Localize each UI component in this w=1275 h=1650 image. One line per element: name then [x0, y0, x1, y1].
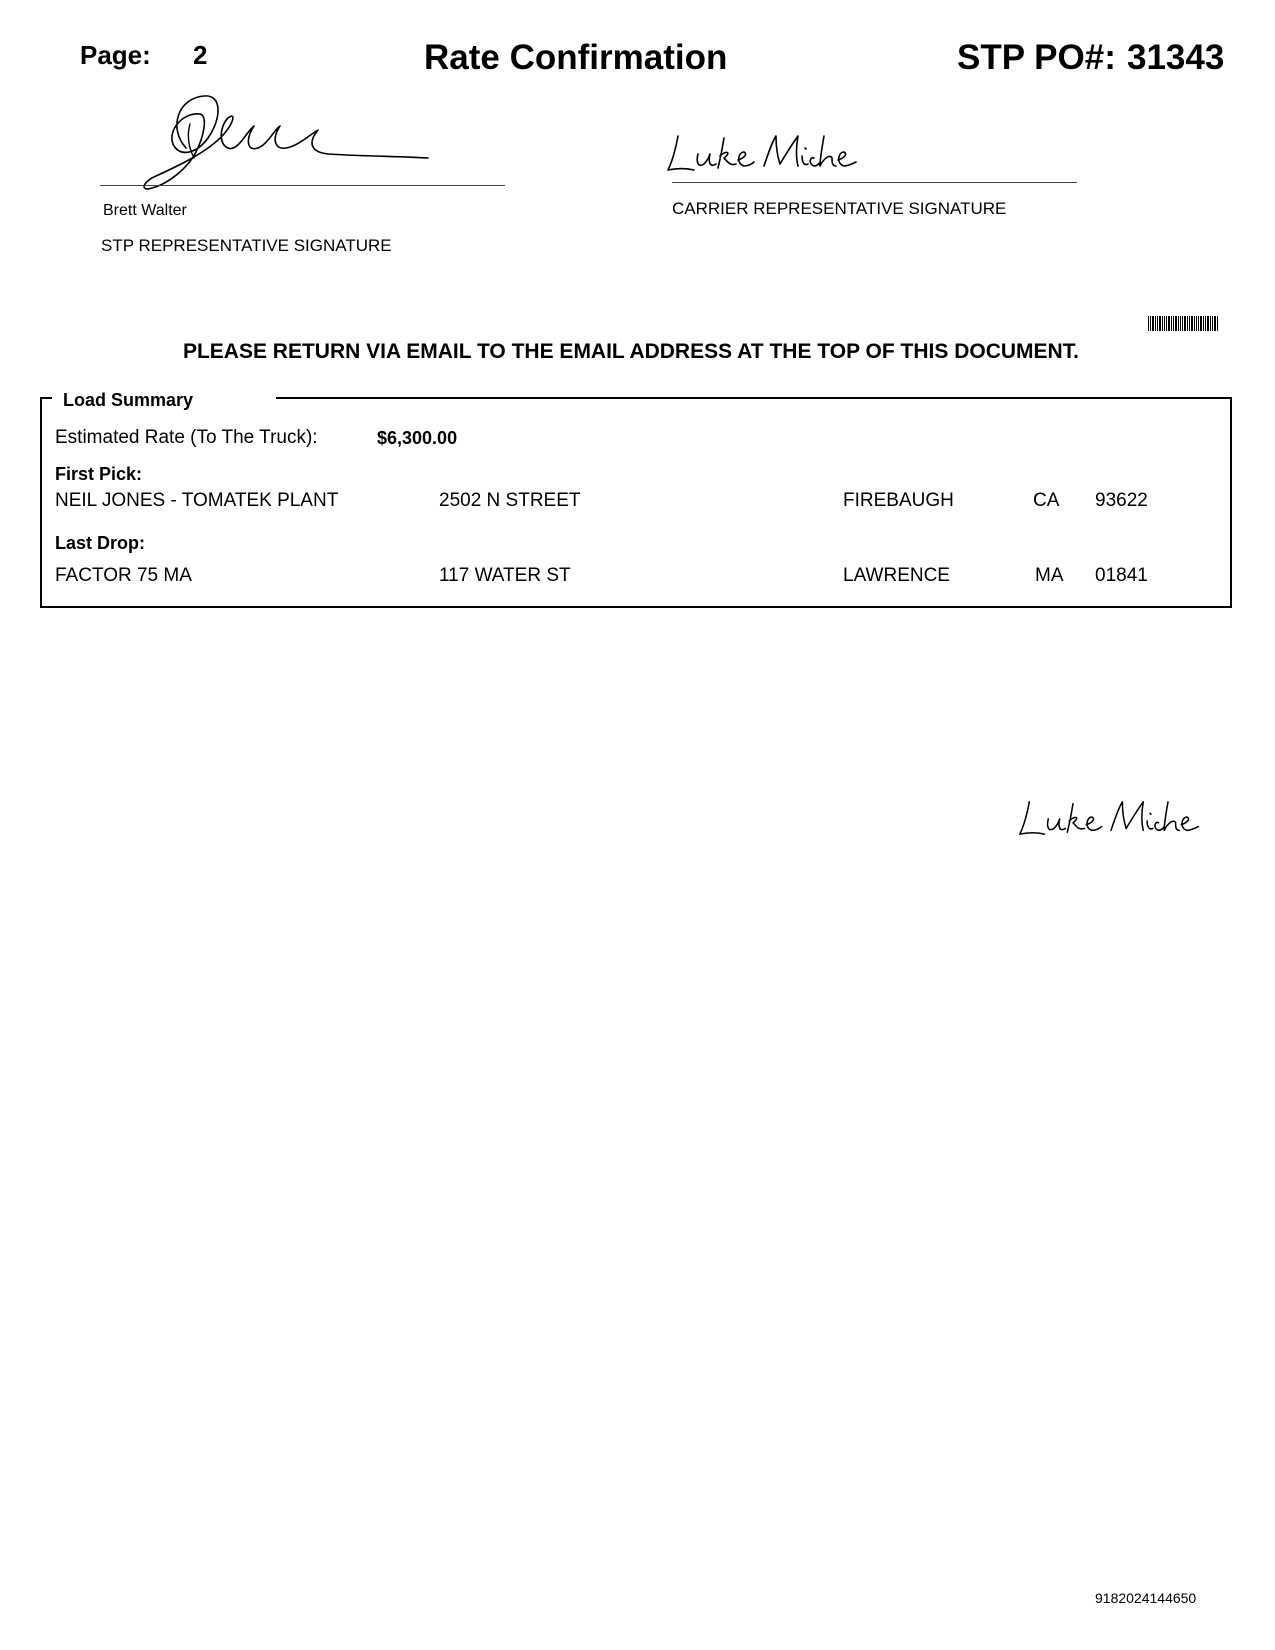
last-drop-zip: 01841 — [1095, 565, 1148, 586]
last-drop-address: 117 WATER ST — [439, 565, 571, 586]
stp-signature-image — [138, 88, 438, 208]
carrier-signature-caption: CARRIER REPRESENTATIVE SIGNATURE — [672, 199, 1007, 218]
last-drop-label: Last Drop: — [55, 533, 145, 553]
rate-value: $6,300.00 — [377, 428, 458, 448]
po-number: 31343 — [1127, 38, 1225, 77]
first-pick-state: CA — [1033, 490, 1060, 511]
first-pick-label: First Pick: — [55, 464, 143, 484]
po-label: STP PO#: — [957, 38, 1116, 77]
stp-representative-name: Brett Walter — [103, 202, 187, 219]
stp-signature-caption: STP REPRESENTATIVE SIGNATURE — [101, 236, 392, 255]
first-pick-city: FIREBAUGH — [843, 490, 954, 511]
stp-signature-line — [100, 185, 505, 186]
footer-signature-image — [1016, 793, 1206, 843]
load-summary-legend: Load Summary — [63, 390, 194, 410]
page-label: Page: — [80, 40, 151, 70]
last-drop-name: FACTOR 75 MA — [55, 565, 192, 586]
last-drop-state: MA — [1035, 565, 1064, 586]
document-id: 9182024144650 — [1095, 1590, 1197, 1606]
return-instructions: PLEASE RETURN VIA EMAIL TO THE EMAIL ADDRESS AT THE TOP OF THIS DOCUMENT. — [182, 340, 1080, 363]
first-pick-zip: 93622 — [1095, 490, 1148, 511]
first-pick-address: 2502 N STREET — [439, 490, 581, 511]
last-drop-city: LAWRENCE — [843, 565, 950, 586]
barcode-image — [1148, 316, 1219, 331]
carrier-signature-line — [672, 182, 1077, 183]
first-pick-name: NEIL JONES - TOMATEK PLANT — [55, 490, 339, 511]
document-title: Rate Confirmation — [424, 38, 728, 77]
page-number: 2 — [193, 40, 208, 70]
rate-label: Estimated Rate (To The Truck): — [55, 427, 318, 448]
carrier-signature-image — [664, 128, 864, 178]
